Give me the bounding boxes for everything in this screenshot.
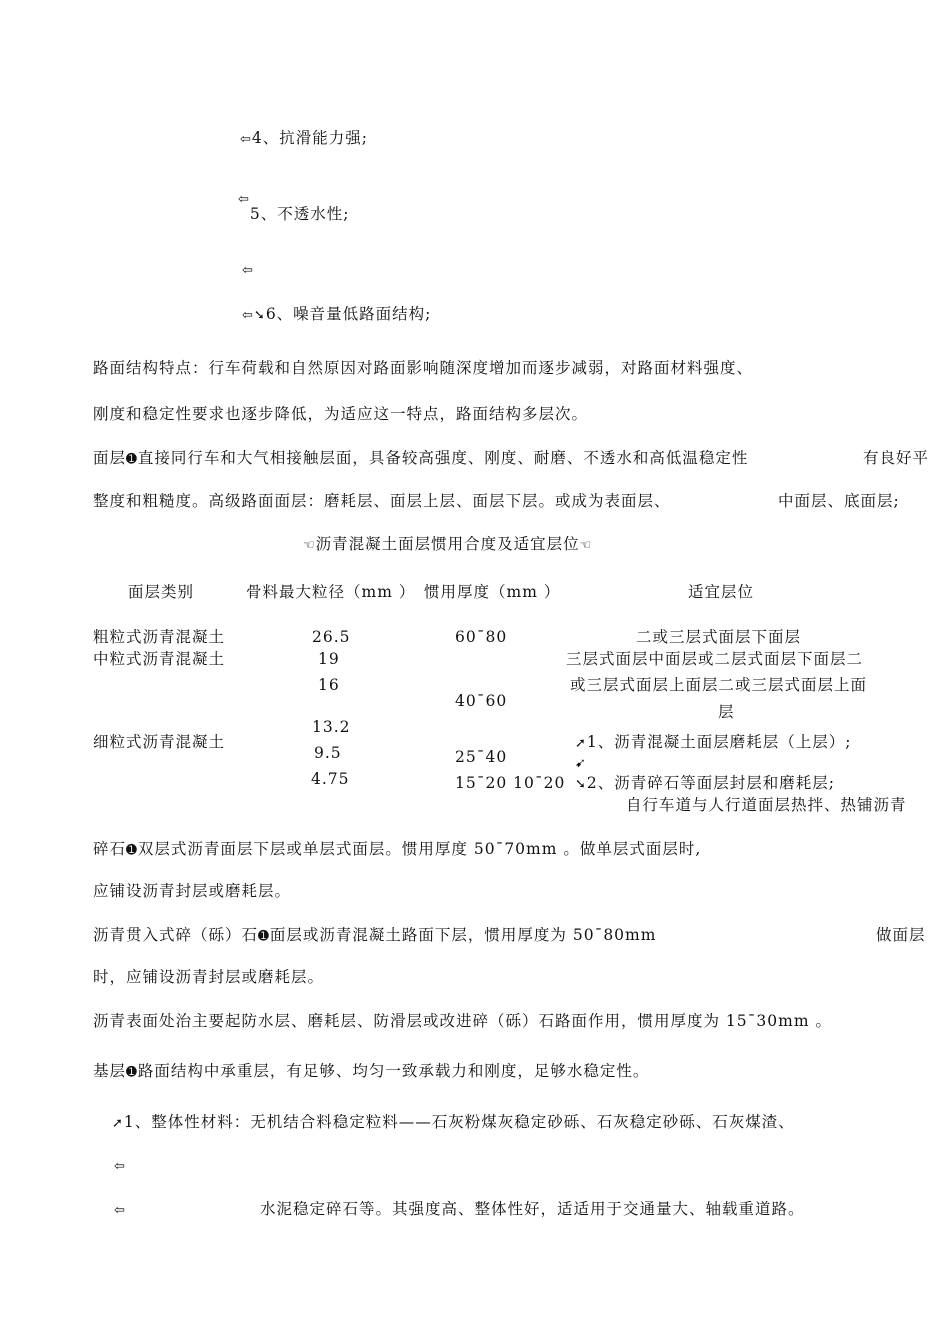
return-arrow-icon: ⇦	[242, 263, 254, 278]
thickness-15-20-10-20: 15¯20 10¯20	[455, 774, 566, 792]
header-thickness: 惯用厚度（mm ）	[424, 583, 561, 601]
macadam-para-line1	[93, 842, 701, 858]
return-arrow-icon: ⇦	[114, 1159, 126, 1174]
macadam-term: 碎石	[93, 840, 127, 858]
layer-line-5	[575, 735, 852, 751]
arrow-up-right-icon: ➚	[112, 1116, 124, 1131]
size-16: 16	[318, 676, 340, 694]
layer-line-4: 层	[718, 703, 735, 721]
bullet-item-5-text: 5、不透水性;	[249, 205, 350, 223]
table-title	[303, 537, 592, 553]
treatment-para: 沥青表面处治主要起防水层、磨耗层、防滑层或改进碎（砾）石路面作用，惯用厚度为 15¯30mm 。	[93, 1012, 832, 1030]
layer-line-5-text: 1、沥青混凝土面层磨耗层（上层）;	[586, 733, 852, 751]
penetration-para-line2: 时，应铺设沥青封层或磨耗层。	[93, 968, 325, 986]
arrow-down-left-icon: ➹	[575, 756, 587, 771]
bullet-item-5	[238, 192, 350, 223]
thickness-40-60: 40¯60	[455, 692, 508, 710]
structure-para-line1: 路面结构特点：行车荷载和自然原因对路面影响随深度增加而逐步减弱，对路面材料强度、	[93, 359, 754, 377]
size-9-5: 9.5	[314, 744, 342, 762]
bullet-item-4-text: 4、抗滑能力强;	[251, 129, 368, 147]
header-aggregate-size: 骨料最大粒径（mm ）	[246, 583, 416, 601]
layer-line-6-text: 2、沥青碎石等面层封层和磨耗层;	[586, 774, 835, 792]
surface-para-line1	[93, 451, 748, 467]
base-item-1	[112, 1115, 795, 1131]
size-19: 19	[318, 650, 340, 668]
table-title-text: 沥青混凝土面层惯用合度及适宜层位	[315, 535, 580, 553]
penetration-term: 沥青贯入式碎（砾）石	[93, 926, 259, 944]
base-para	[93, 1064, 649, 1080]
layer-line-7: 自行车道与人行道面层热拌、热铺沥青	[626, 796, 907, 814]
arrow-up-right-icon: ➚	[575, 736, 587, 751]
header-layer-position: 适宜层位	[688, 583, 755, 601]
layer-line-2: 三层式面层中面层或二层式面层下面层二	[566, 650, 864, 668]
bullet-item-6-text: 6、噪音量低路面结构;	[265, 305, 432, 323]
return-arrow-icon: ⇦	[114, 1203, 126, 1218]
pointer-icon: ☜	[579, 538, 593, 553]
surface-term: 面层	[93, 449, 127, 467]
pointer-icon: ☜	[303, 538, 316, 553]
bullet-item-4	[240, 131, 368, 147]
return-arrow-icon: ⇦	[242, 308, 254, 323]
base-item-1-text: 1、整体性材料：无机结合料稳定粒料——石灰粉煤灰稳定砂砾、石灰稳定砂砾、石灰煤渣、	[123, 1113, 795, 1131]
circle-marker-icon: ➊	[258, 929, 270, 944]
surface-para-line2-end: 中面层、底面层;	[778, 492, 900, 510]
arrow-down-right-icon: ➘	[253, 308, 266, 323]
penetration-definition: 面层或沥青混凝土路面下层，惯用厚度为 50¯80mm	[269, 926, 657, 944]
layer-line-3: 或三层式面层上面层二或三层式面层上面	[570, 676, 868, 694]
base-definition: 路面结构中承重层，有足够、均匀一致承载力和刚度，足够水稳定性。	[137, 1062, 650, 1080]
return-arrow-icon: ⇦	[240, 132, 252, 147]
empty-line-marker-2	[114, 1158, 126, 1174]
header-layer-type: 面层类别	[128, 583, 195, 601]
size-4-75: 4.75	[311, 770, 350, 788]
surface-para-line2: 整度和粗糙度。高级路面面层：磨耗层、面层上层、面层下层。或成为表面层、	[93, 492, 671, 510]
type-fine: 细粒式沥青混凝土	[93, 733, 226, 751]
type-coarse: 粗粒式沥青混凝土	[93, 628, 226, 646]
arrow-down-right-icon: ➘	[575, 777, 587, 792]
surface-definition: 直接同行车和大气相接触层面，具备较高强度、刚度、耐磨、不透水和高低温稳定性	[137, 449, 749, 467]
layer-line-6	[575, 776, 835, 792]
return-arrow-icon: ⇦	[238, 192, 250, 207]
empty-line-marker	[242, 262, 254, 278]
base-term: 基层	[93, 1062, 127, 1080]
type-medium: 中粒式沥青混凝土	[93, 650, 226, 668]
macadam-para-line2: 应铺设沥青封层或磨耗层。	[93, 882, 292, 900]
circle-marker-icon: ➊	[126, 843, 138, 858]
thickness-60-80: 60¯80	[455, 628, 508, 646]
layer-arrow-sw	[575, 755, 587, 771]
penetration-para-line1-end: 做面层	[876, 926, 926, 944]
size-26-5: 26.5	[312, 628, 351, 646]
base-item-1-continued: 水泥稳定碎石等。其强度高、整体性好，适适用于交通量大、轴载重道路。	[260, 1200, 805, 1218]
structure-para-line2: 刚度和稳定性要求也逐步降低，为适应这一特点，路面结构多层次。	[93, 405, 589, 423]
circle-marker-icon: ➊	[126, 452, 138, 467]
surface-para-line1-end: 有良好平	[863, 449, 930, 467]
penetration-para-line1	[93, 928, 656, 944]
bullet-item-6	[242, 307, 431, 323]
thickness-25-40: 25¯40	[455, 748, 508, 766]
layer-line-1: 二或三层式面层下面层	[636, 628, 802, 646]
return-marker-3	[114, 1202, 126, 1218]
circle-marker-icon: ➊	[126, 1065, 138, 1080]
macadam-definition: 双层式沥青面层下层或单层式面层。惯用厚度 50¯70mm 。做单层式面层时,	[137, 840, 702, 858]
size-13-2: 13.2	[312, 718, 351, 736]
